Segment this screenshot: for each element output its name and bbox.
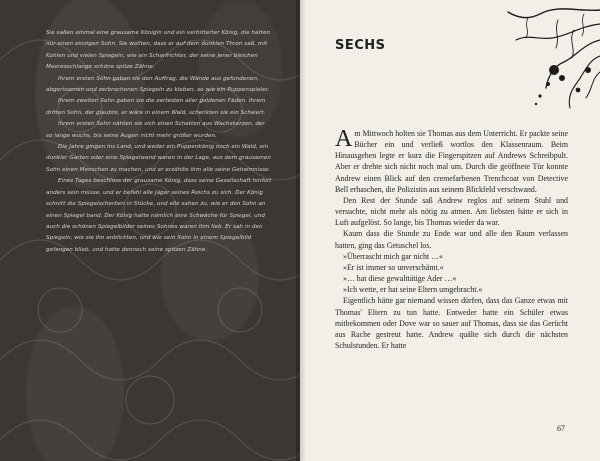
chapter-title: SECHS: [335, 38, 386, 53]
left-paragraph: Sie saßen einmal eine grausame Königin und ein verbitterter König, die hatten nur einen einzigen Sohn. Sie wollten, dass er auf dem dunklen Thron saß, mit Kohlen und vielen Spiegeln, wie ein Scharfrichter, der seine jener bleichen Meeresschlange schöne spitze Zähne.: [46, 30, 271, 71]
left-paragraph: Ihrem ersten Sohn gaben sie den Auftrag, die Wände aus gefundenen, abgerissenen und zerbrochenen Spiegeln zu kleben, so wie ein Puppenspieler.: [46, 75, 270, 94]
dialogue-line: »… hat diese gewalttätige Ader …«: [343, 274, 457, 284]
chapter-body: [335, 128, 568, 351]
left-paragraph: Die Jahre gingen ins Land, und weder ein Puppenkönig noch ein Wald, ein dunkler Garten oder eine Spiegelwand waren in der Lage, aus dem grausamen Sohn einen Menschen zu machen, und er erzählte ihm alle seine Geheimnisse.: [46, 144, 271, 173]
body-paragraph: Kaum dass die Stunde zu Ende war und alle den Raum verlassen hatten, ging das Getuschel los.: [335, 229, 568, 250]
left-paragraph: Eines Tages beschloss der grausame König, dass seine Gesellschaft hinfort anders sein müsse, und er befahl alle Jäger seines Reichs zu sich. Der König schnitt die Spiegelscherben in Stücke, und alle sahen zu, wie er den Sohn an einen Spiegel band. Der König hatte nämlich eine Schwäche für Spiegel, und auch die schönen Spiegelbilder seines Sohnes waren ihm lieb. Er sah in den Spiegeln, wie sie ihn anblickten, und wie sein Sohn in einem Spiegelbild gefangen blieb, und hatte dennoch seine spitzen Zähne.: [46, 178, 272, 253]
drop-cap: A: [335, 126, 353, 152]
body-paragraph: Eigentlich hätte gar niemand wissen dürfen, dass das Ganze etwas mit Thomas' Eltern zu tun hatte. Entweder hatte ein Schüler etwas mitbekommen oder Dove war so sauer auf Thomas, dass sie das Gerücht aus Rache gestreut hatte. Andrew quälte sich durch die nächsten Schulstunden. Er hatte: [335, 296, 568, 350]
right-page: [300, 0, 600, 461]
ink-illustration-icon: [488, 0, 600, 112]
body-paragraph: Den Rest der Stunde saß Andrew reglos auf seinem Stuhl und versuchte, nicht mehr als nötig zu atmen. Am liebsten hätte er sich in Luft aufgelöst. So lange, bis Thomas wieder da war.: [335, 195, 568, 228]
page-number: 67: [557, 424, 565, 433]
book-gutter: [296, 0, 306, 461]
dialogue-line: »Überrascht mich gar nicht …«: [343, 251, 443, 261]
dialogue-line: »Er ist immer so unverschämt.«: [343, 262, 444, 272]
first-paragraph-text: m Mittwoch holten sie Thomas aus dem Unterricht. Er packte seine Bücher ein und verließ wortlos den Klassenraum. Beim Hinausgehen legte er kurz die Fingerspitzen auf Andrews Schreibpult. Aber er drehte sich nicht noch mal um. Durch die geöffnete Tür konnte Andrew einen Blick auf den cremefarbenen Trenchcoat von Detective Bell erhaschen, die Polizistin aus seinem Blickfeld verschwand.: [335, 129, 568, 194]
dialogue-line: »Ich wette, er hat seine Eltern umgebracht.«: [343, 285, 483, 295]
fairy-tale-text: [46, 28, 272, 256]
body-paragraph: [335, 128, 568, 195]
left-paragraph: Ihrem ersten Sohn nähten sie sich einen Schatten aus Wachskerzen, der so lange wuchs, bis seine Augen nicht mehr größer wurden.: [46, 121, 265, 139]
left-paragraph: Ihrem zweiten Sohn gaben sie die zartesten aller goldenen Fäden. Ihrem dritten Sohn, der glaubte, er wäre in einem Wald, schenkten sie ein Schwert.: [46, 98, 266, 116]
